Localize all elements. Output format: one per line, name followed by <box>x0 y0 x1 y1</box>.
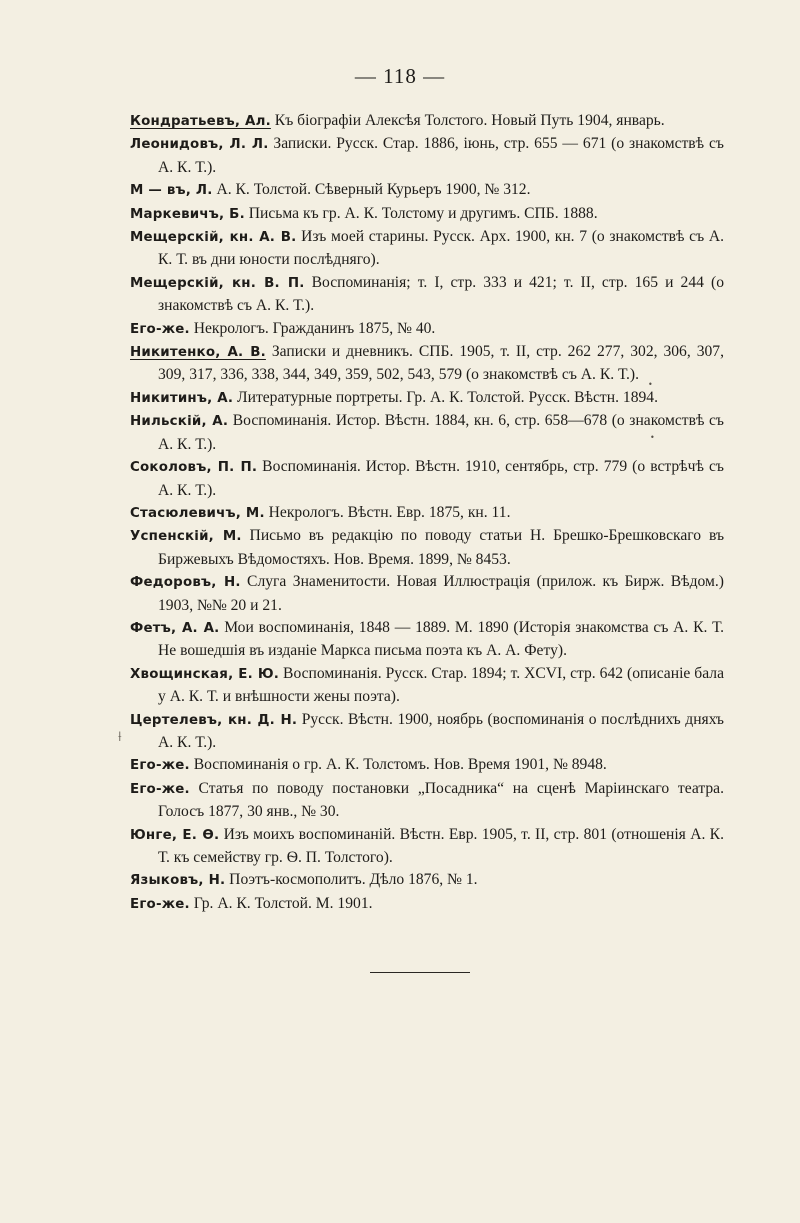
entry-author: Фетъ, А. А. <box>130 620 220 636</box>
entry-author: Мещерскій, кн. А. В. <box>130 230 297 246</box>
closing-rule <box>370 972 470 973</box>
bibliography-entry <box>130 893 724 916</box>
entry-text: Воспоминанія; т. I, стр. 333 и 421; т. II, стр. 165 и 244 (о знакомствѣ съ А. К. Т.). <box>158 273 724 315</box>
bibliography-entry <box>130 778 724 824</box>
bibliography-list <box>130 110 724 916</box>
bibliography-entry <box>130 571 724 617</box>
ink-dot-icon: • <box>650 433 655 442</box>
bibliography-entry <box>130 502 724 525</box>
page-number: — 118 — <box>354 64 446 88</box>
bibliography-entry <box>130 133 724 179</box>
entry-author: Нильскій, А. <box>130 414 229 430</box>
entry-text: Гр. А. К. Толстой. М. 1901. <box>189 894 373 912</box>
entry-author: Цертелевъ, кн. Д. Н. <box>130 712 298 728</box>
entry-text: Слуга Знаменитости. Новая Иллюстрація (прилож. къ Бирж. Вѣдом.) 1903, №№ 20 и 21. <box>158 573 725 614</box>
bibliography-entry <box>130 110 724 133</box>
bibliography-entry <box>130 663 724 709</box>
entry-text: Изъ моихъ воспоминаній. Вѣстн. Евр. 1905, т. II, стр. 801 (отношенія А. К. Т. къ семейству гр. Ѳ. П. Толстого). <box>158 825 724 866</box>
entry-author: Маркевичъ, Б. <box>130 206 245 222</box>
bibliography-entry <box>130 272 724 318</box>
bibliography-entry <box>130 318 724 341</box>
bibliography-entry <box>130 456 724 502</box>
entry-text: Воспоминанія. Истор. Вѣстн. 1910, сентябрь, стр. 779 (о встрѣчѣ съ А. К. Т.). <box>158 458 724 499</box>
entry-author: Соколовъ, П. П. <box>130 460 258 476</box>
entry-author: Успенскій, М. <box>130 529 242 545</box>
entry-text: Литературные портреты. Гр. А. К. Толстой. Русск. Вѣстн. 1894. <box>233 388 658 406</box>
bibliography-entry <box>130 869 724 892</box>
entry-text: Записки и дневникъ. СПБ. 1905, т. II, стр. 262 277, 302, 306, 307, 309, 317, 336, 338, 344, 349, 359, 502, 543, 579 (о знакомствѣ съ А. К. Т.). <box>158 343 724 384</box>
entry-text: Къ біографіи Алексѣя Толстого. Новый Путь 1904, январь. <box>270 112 665 129</box>
entry-author: М — въ, Л. <box>130 183 213 199</box>
entry-text: Воспоминанія. Русск. Стар. 1894; т. XCVI, стр. 642 (описаніе бала у А. К. Т. и внѣшности жены поэта). <box>158 664 724 706</box>
ink-dot-icon: • <box>648 380 653 389</box>
entry-author: Федоровъ, Н. <box>130 575 241 591</box>
entry-text: Письма къ гр. А. К. Толстому и другимъ. СПБ. 1888. <box>244 204 598 222</box>
bibliography-entry <box>130 179 724 202</box>
entry-text: Воспоминанія о гр. А. К. Толстомъ. Нов. Время 1901, № 8948. <box>189 756 607 774</box>
bibliography-entry <box>130 754 724 777</box>
entry-text: Изъ моей старины. Русск. Арх. 1900, кн. 7 (о знакомствѣ съ А. К. Т. въ дни юности послѣдняго). <box>158 228 724 269</box>
bibliography-entry <box>130 525 724 571</box>
entry-author: Его-же. <box>130 758 190 774</box>
bibliography-entry <box>130 617 724 663</box>
entry-text: Мои воспоминанія, 1848 — 1889. М. 1890 (Исторія знакомства съ А. К. Т. Не вошедшія въ изданіе Маркса письма поэта къ А. А. Фету). <box>158 618 724 660</box>
bibliography-entry <box>130 203 724 226</box>
entry-text: Статья по поводу постановки „Посадника“ на сценѣ Маріинскаго театра. Голосъ 1877, 30 янв., № 30. <box>158 779 724 821</box>
entry-text: Русск. Вѣстн. 1900, ноябрь (воспоминанія о послѣднихъ дняхъ А. К. Т.). <box>158 710 724 751</box>
bibliography-entry <box>130 410 724 456</box>
entry-text: Некрологъ. Гражданинъ 1875, № 40. <box>189 319 436 337</box>
entry-text: Письмо въ редакцію по поводу статьи Н. Брешко-Брешковскаго въ Биржевыхъ Вѣдомостяхъ. Нов. Время. 1899, № 8453. <box>158 527 725 568</box>
entry-author: Языковъ, Н. <box>130 873 226 889</box>
entry-author: Его-же. <box>130 321 190 337</box>
entry-text: Некрологъ. Вѣстн. Евр. 1875, кн. 11. <box>264 503 511 521</box>
entry-author: Леонидовъ, Л. Л. <box>130 137 269 153</box>
entry-author: Никитинъ, А. <box>130 390 234 406</box>
bibliography-entry <box>130 341 724 387</box>
entry-author: Никитенко, А. В. <box>130 345 266 361</box>
pencil-mark-icon: ⟊ <box>118 729 122 745</box>
entry-text: Воспоминанія. Истор. Вѣстн. 1884, кн. 6, стр. 658—678 (о знакомствѣ съ А. К. Т.). <box>158 412 724 453</box>
entry-author: Стасюлевичъ, М. <box>130 505 265 521</box>
entry-author: Мещерскій, кн. В. П. <box>130 275 305 291</box>
entry-text: Поэтъ-космополитъ. Дѣло 1876, № 1. <box>225 871 478 889</box>
bibliography-entry <box>130 226 724 272</box>
entry-author: Его-же. <box>130 781 190 797</box>
entry-author: Юнге, Е. Ѳ. <box>130 827 220 843</box>
entry-author: Кондратьевъ, Ал. <box>130 114 271 129</box>
bibliography-entry <box>130 709 724 755</box>
entry-text: А. К. Толстой. Сѣверный Курьеръ 1900, № 312. <box>212 181 531 199</box>
entry-author: Хвощинская, Е. Ю. <box>130 666 280 682</box>
bibliography-entry <box>130 824 724 870</box>
entry-text: Записки. Русск. Стар. 1886, іюнь, стр. 655 — 671 (о знакомствѣ съ А. К. Т.). <box>158 135 724 176</box>
entry-author: Его-же. <box>130 896 190 912</box>
bibliography-entry <box>130 387 724 410</box>
